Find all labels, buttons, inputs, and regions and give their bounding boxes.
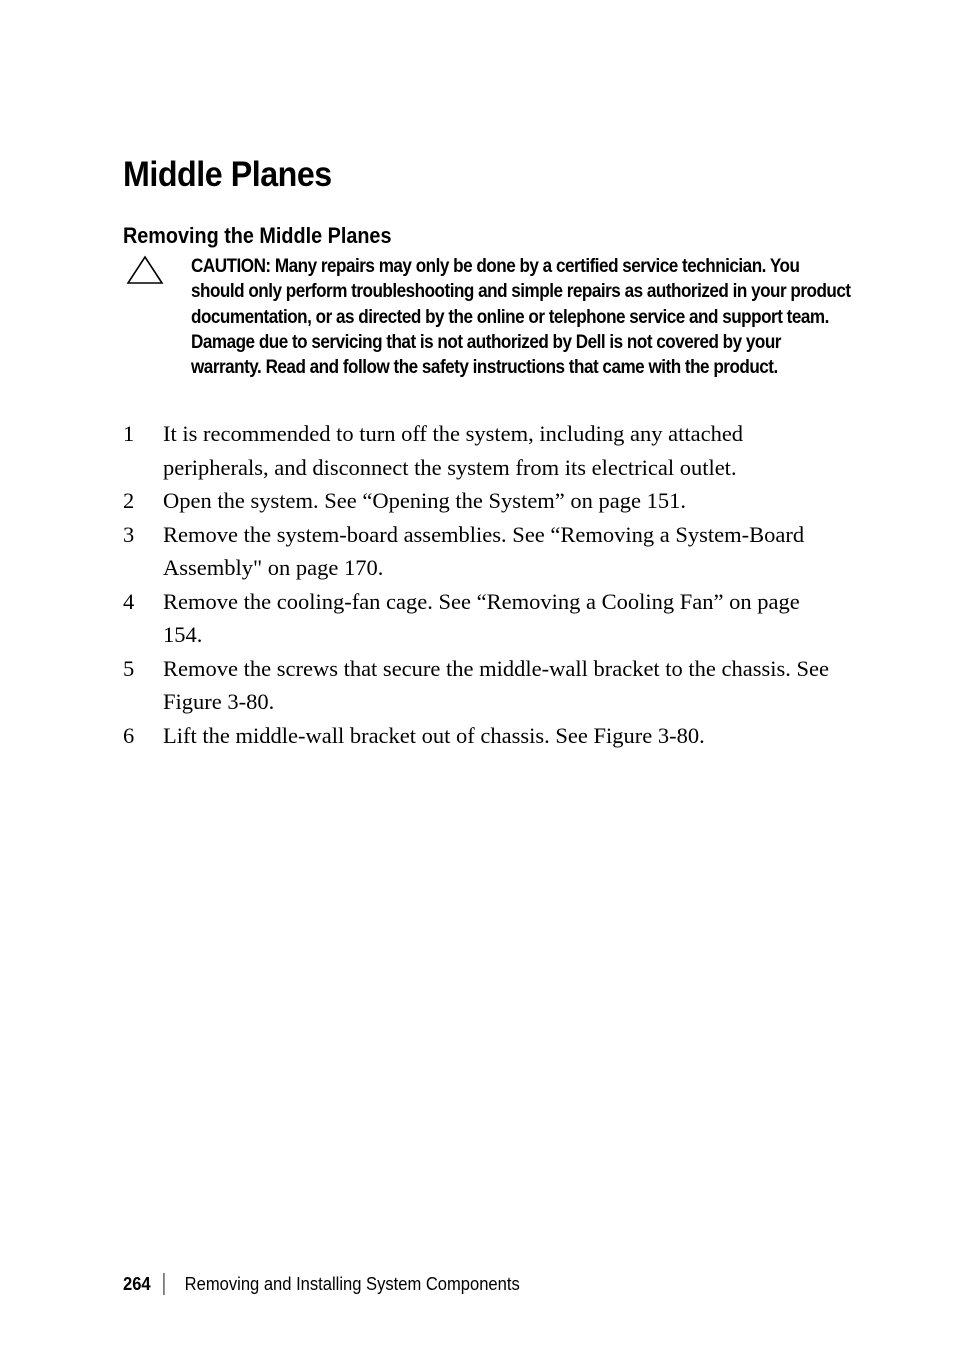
step-number: 6 — [123, 722, 135, 748]
page-title: Middle Planes — [123, 155, 332, 194]
step-item — [123, 518, 843, 585]
step-number: 5 — [123, 655, 135, 681]
step-number: 3 — [123, 521, 135, 547]
step-item — [123, 652, 843, 719]
footer-divider — [164, 1273, 165, 1295]
procedure-steps — [123, 417, 843, 752]
step-item — [123, 719, 843, 753]
step-number: 4 — [123, 588, 135, 614]
step-item — [123, 417, 843, 484]
step-text: It is recommended to turn off the system, including any attached peripherals, and disconnect the system from its electrical outlet. — [163, 421, 744, 480]
step-number: 1 — [123, 421, 135, 446]
step-text: Lift the middle-wall bracket out of chassis. See Figure 3-80. — [163, 722, 705, 748]
step-text: Remove the cooling-fan cage. See “Removing a Cooling Fan” on page 154. — [163, 588, 800, 647]
section-title: Removing the Middle Planes — [123, 223, 392, 248]
caution-text: CAUTION: Many repairs may only be done by a certified service technician. You should only perform troubleshooting and simple repairs as authorized in your product documentation, or as directed by the online or telephone service and support team. Damage due to servicing that is not authorized by Dell is not covered by your warranty. Read and follow the safety instructions that came with the product. — [191, 256, 851, 379]
step-text: Remove the screws that secure the middle-wall bracket to the chassis. See Figure 3-80. — [163, 655, 830, 714]
caution-triangle-icon — [126, 255, 164, 285]
step-item — [123, 585, 843, 652]
step-item — [123, 484, 843, 518]
chapter-title: Removing and Installing System Components — [184, 1274, 520, 1294]
step-number: 2 — [123, 488, 135, 513]
page-number: 264 — [123, 1274, 151, 1294]
step-text: Open the system. See “Opening the System” on page 151. — [163, 488, 687, 513]
page-footer — [123, 1272, 520, 1296]
step-text: Remove the system-board assemblies. See “Removing a System-Board Assembly" on page 170. — [163, 521, 805, 580]
